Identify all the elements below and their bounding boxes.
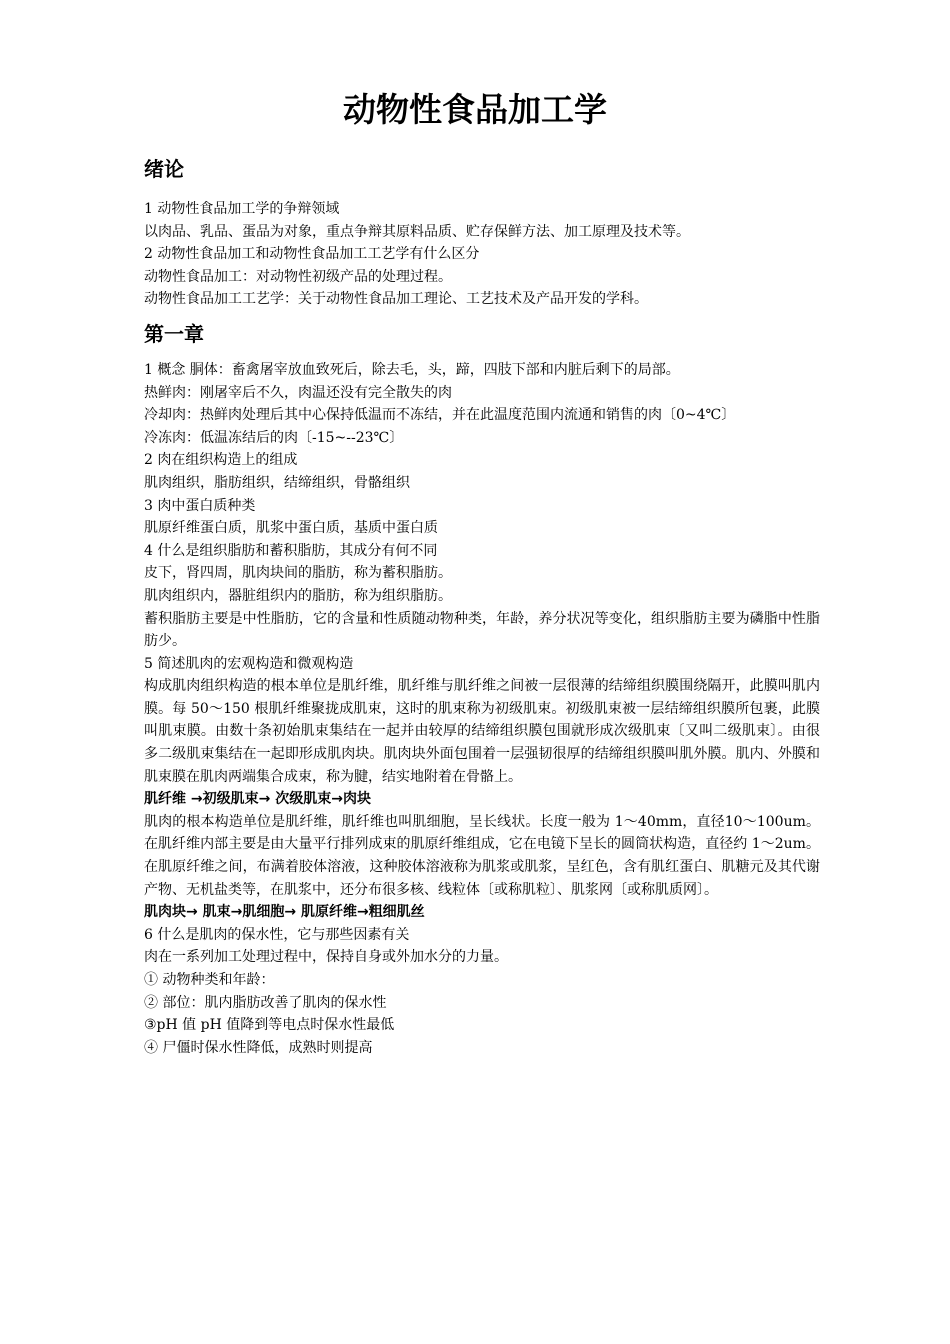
- factor-item: ② 部位：肌内脂肪改善了肌肉的保水性: [144, 994, 387, 1011]
- intro-line: 以肉品、乳品、蛋品为对象，重点争辩其原料品质、贮存保鲜方法、加工原理及技术等。: [144, 223, 690, 240]
- question-6: 6 什么是肌肉的保水性，它与那些因素有关: [144, 926, 410, 943]
- chapter1-line: 1 概念 胴体：畜禽屠宰放血致死后，除去毛，头，蹄，四肢下部和内脏后剩下的局部。: [144, 361, 680, 378]
- water-holding-definition: 肉在一系列加工处理过程中，保持自身或外加水分的力量。: [144, 949, 508, 966]
- chapter1-line: 3 肉中蛋白质种类: [144, 497, 256, 514]
- chapter1-line: 4 什么是组织脂肪和蓄积脂肪，其成分有何不同: [144, 542, 438, 559]
- macro-structure-paragraph: 构成肌肉组织构造的根本单位是肌纤维，肌纤维与肌纤维之间被一层很薄的结缔组织膜围绕隔开，此膜叫肌内膜。每 50～150 根肌纤维聚拢成肌束，这时的肌束称为初级肌束。初级肌束被一层结缔组织膜所包裹，此膜叫肌束膜。由数十条初始肌束集结在一起并由较厚的结缔组织膜包围就形成次级肌束〔又叫二级肌束〕。由很多二级肌束集结在一起即形成肌肉块。肌肉块外面包围着一层强韧很厚的结缔组织膜叫肌外膜。肌内、外膜和肌束膜在肌肉两端集合成束，称为腱，结实地附着在骨骼上。: [144, 678, 820, 785]
- chapter1-line: 肌肉组织内，器脏组织内的脂肪，称为组织脂肪。: [144, 587, 452, 604]
- fat-paragraph: 蓄积脂肪主要是中性脂肪，它的含量和性质随动物种类，年龄，养分状况等变化，组织脂肪主要为磷脂中性脂肪少。: [144, 610, 820, 650]
- intro-line: 动物性食品加工工艺学：关于动物性食品加工理论、工艺技术及产品开发的学科。: [144, 291, 648, 308]
- chapter1-line: 肌原纤维蛋白质，肌浆中蛋白质，基质中蛋白质: [144, 520, 438, 537]
- document-body: [144, 150, 820, 1059]
- factor-item: ④ 尸僵时保水性降低，成熟时则提高: [144, 1039, 373, 1056]
- question-5: 5 简述肌肉的宏观构造和微观构造: [144, 655, 354, 672]
- muscle-structure-flow: 肌肉块→ 肌束→肌细胞→ 肌原纤维→粗细肌丝: [144, 904, 425, 921]
- intro-line: 1 动物性食品加工学的争辩领域: [144, 201, 340, 217]
- chapter1-line: 2 肉在组织构造上的组成: [144, 452, 298, 469]
- intro-line: 2 动物性食品加工和动物性食品加工工艺学有什么区分: [144, 246, 480, 263]
- factor-item: ① 动物种类和年龄：: [144, 972, 275, 988]
- chapter1-line: 皮下，肾四周，肌肉块间的脂肪，称为蓄积脂肪。: [144, 565, 452, 582]
- chapter1-line: 冷冻肉：低温冻结后的肉〔-15~--23℃〕: [144, 429, 404, 446]
- muscle-hierarchy-flow: 肌纤维 →初级肌束→ 次级肌束→肉块: [144, 791, 371, 808]
- factor-item: ③pH 值 pH 值降到等电点时保水性最低: [144, 1017, 395, 1034]
- section-heading-chapter1: 第一章: [144, 321, 204, 346]
- chapter1-line: 冷却肉：热鲜肉处理后其中心保持低温而不冻结，并在此温度范围内流通和销售的肉〔0~4℃〕: [144, 407, 736, 424]
- chapter1-line: 热鲜肉：刚屠宰后不久，肉温还没有完全散失的肉: [144, 384, 452, 401]
- section-heading-intro: 绪论: [144, 157, 184, 181]
- micro-structure-paragraph: 肌肉的根本构造单位是肌纤维，肌纤维也叫肌细胞，呈长线状。长度一般为 1～40mm，直径10～100um。在肌纤维内部主要是由大量平行排列成束的肌原纤维组成，它在电镜下呈长的圆筒状构造，直径约 1～2um。在肌原纤维之间，布满着胶体溶液，这种胶体溶液称为肌浆或肌浆，呈红色，含有肌红蛋白、肌糖元及其代谢产物、无机盐类等，在肌浆中，还分布很多核、线粒体〔或称肌粒〕、肌浆网〔或称肌质网〕。: [144, 813, 820, 898]
- document-title: 动物性食品加工学: [343, 90, 607, 129]
- intro-line: 动物性食品加工：对动物性初级产品的处理过程。: [144, 268, 452, 285]
- chapter1-line: 肌肉组织，脂肪组织，结缔组织，骨骼组织: [144, 474, 410, 491]
